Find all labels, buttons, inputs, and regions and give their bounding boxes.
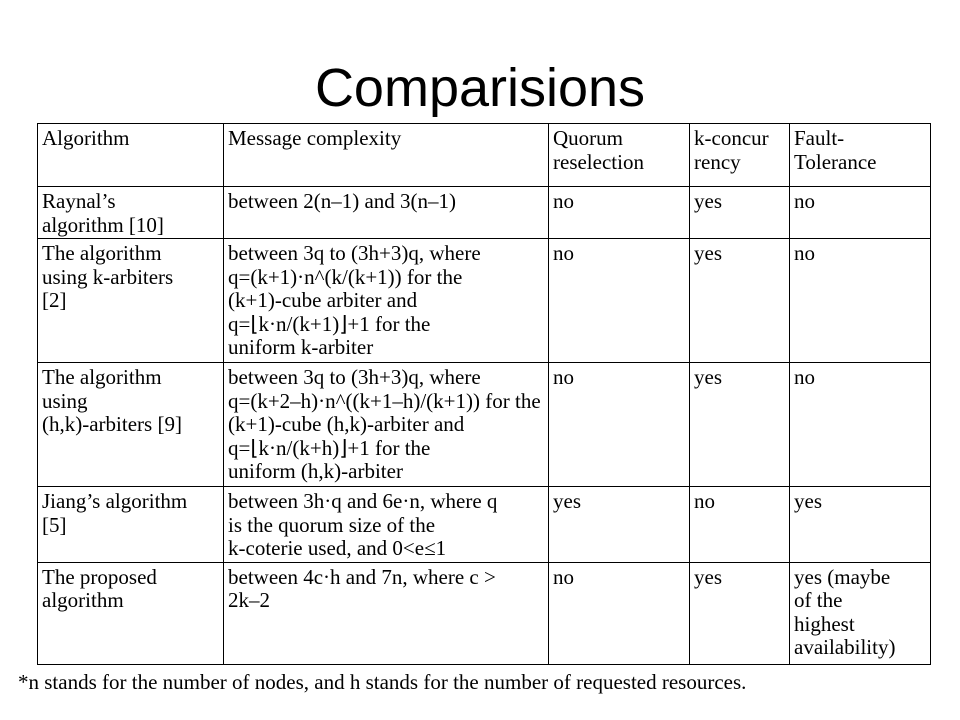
table-row — [38, 562, 931, 664]
table-row — [38, 239, 931, 363]
cell-text-line: Algorithm — [42, 126, 130, 150]
table-cell — [224, 239, 549, 363]
cell-text-line: The algorithm — [42, 365, 162, 389]
table-cell — [690, 487, 790, 563]
cell-text-line: yes — [794, 489, 822, 513]
cell-text-line: no — [553, 564, 574, 589]
cell-text-line: q=⌊k·n/(k+h)⌋+1 for the — [228, 435, 431, 460]
cell-text-line: no — [553, 189, 574, 213]
table-cell — [549, 363, 690, 487]
table-cell — [224, 363, 549, 487]
cell-text-line: algorithm — [42, 588, 124, 612]
table-row — [38, 487, 931, 563]
table-cell — [224, 487, 549, 563]
cell-text-line: Raynal’s — [42, 189, 116, 213]
header-cell — [690, 124, 790, 187]
table-row — [38, 363, 931, 487]
cell-text-line: between 3h·q and 6e·n, where q — [228, 489, 498, 513]
cell-text-line: Jiang’s algorithm — [42, 489, 188, 513]
table-cell — [790, 487, 931, 563]
slide-title: Comparisions — [314, 58, 646, 118]
cell-text-line: between 2(n–1) and 3(n–1) — [228, 189, 457, 213]
cell-text-line: k-concur — [694, 126, 769, 150]
header-cell — [790, 124, 931, 187]
table-cell — [790, 363, 931, 487]
header-cell — [224, 124, 549, 187]
table-cell — [38, 187, 224, 239]
cell-text-line: q=⌊k·n/(k+1)⌋+1 for the — [228, 311, 431, 336]
table-cell — [38, 239, 224, 363]
cell-text-line: Fault- — [794, 126, 845, 150]
table-header-row — [38, 124, 931, 187]
cell-text-line: no — [553, 365, 574, 389]
table-cell — [549, 187, 690, 239]
table-cell — [549, 487, 690, 563]
cell-text-line: no — [553, 241, 574, 265]
cell-text-line: 2k–2 — [228, 588, 270, 612]
cell-text-line: using — [42, 388, 88, 413]
cell-text-line: no — [694, 489, 715, 513]
table-cell — [790, 239, 931, 363]
cell-text-line: [5] — [42, 512, 67, 537]
cell-text-line: reselection — [553, 149, 644, 174]
cell-text-line: availability) — [794, 635, 896, 659]
cell-text-line: (h,k)-arbiters [9] — [42, 412, 182, 436]
table-cell — [690, 562, 790, 664]
cell-text-line: Tolerance — [794, 149, 877, 174]
cell-text-line: between 3q to (3h+3)q, where — [228, 365, 481, 389]
table-cell — [224, 187, 549, 239]
cell-text-line: highest — [794, 611, 855, 636]
cell-text-line: is the quorum size of the — [228, 512, 436, 537]
cell-text-line: yes — [553, 489, 581, 513]
cell-text-line: The proposed — [42, 564, 157, 589]
cell-text-line: algorithm [10] — [42, 212, 164, 237]
cell-text-line: [2] — [42, 288, 67, 312]
cell-text-line: rency — [694, 149, 741, 174]
table-cell — [690, 363, 790, 487]
cell-text-line: Message complexity — [228, 126, 402, 150]
cell-text-line: no — [794, 189, 815, 213]
cell-text-line: yes — [694, 365, 722, 389]
cell-text-line: k-coterie used, and 0<e≤1 — [228, 536, 447, 560]
cell-text-line: uniform k-arbiter — [228, 335, 374, 359]
cell-text-line: between 4c·h and 7n, where c > — [228, 564, 496, 589]
cell-text-line: The algorithm — [42, 241, 162, 265]
cell-text-line: of the — [794, 588, 843, 612]
table-cell — [549, 562, 690, 664]
table-cell — [549, 239, 690, 363]
cell-text-line: between 3q to (3h+3)q, where — [228, 241, 481, 265]
table-cell — [38, 562, 224, 664]
header-cell — [38, 124, 224, 187]
table-cell — [690, 187, 790, 239]
cell-text-line: q=(k+1)·n^(k/(k+1)) for the — [228, 264, 463, 289]
cell-text-line: yes — [694, 189, 722, 213]
cell-text-line: uniform (h,k)-arbiter — [228, 459, 403, 483]
table-cell — [690, 239, 790, 363]
footnote: *n stands for the number of nodes, and h stands for the number of requested resources. — [18, 670, 747, 694]
table-cell — [224, 562, 549, 664]
cell-text-line: no — [794, 365, 815, 389]
cell-text-line: yes (maybe — [794, 564, 891, 589]
cell-text-line: q=(k+2–h)·n^((k+1–h)/(k+1)) for the — [228, 388, 541, 413]
header-cell — [549, 124, 690, 187]
table-cell — [790, 562, 931, 664]
cell-text-line: using k-arbiters — [42, 264, 174, 289]
cell-text-line: Quorum — [553, 126, 623, 150]
cell-text-line: yes — [694, 564, 722, 589]
table-cell — [790, 187, 931, 239]
cell-text-line: yes — [694, 241, 722, 265]
cell-text-line: (k+1)-cube arbiter and — [228, 288, 418, 312]
comparison-table — [37, 123, 931, 665]
table-row — [38, 187, 931, 239]
cell-text-line: (k+1)-cube (h,k)-arbiter and — [228, 412, 465, 436]
table-cell — [38, 363, 224, 487]
table-cell — [38, 487, 224, 563]
cell-text-line: no — [794, 241, 815, 265]
